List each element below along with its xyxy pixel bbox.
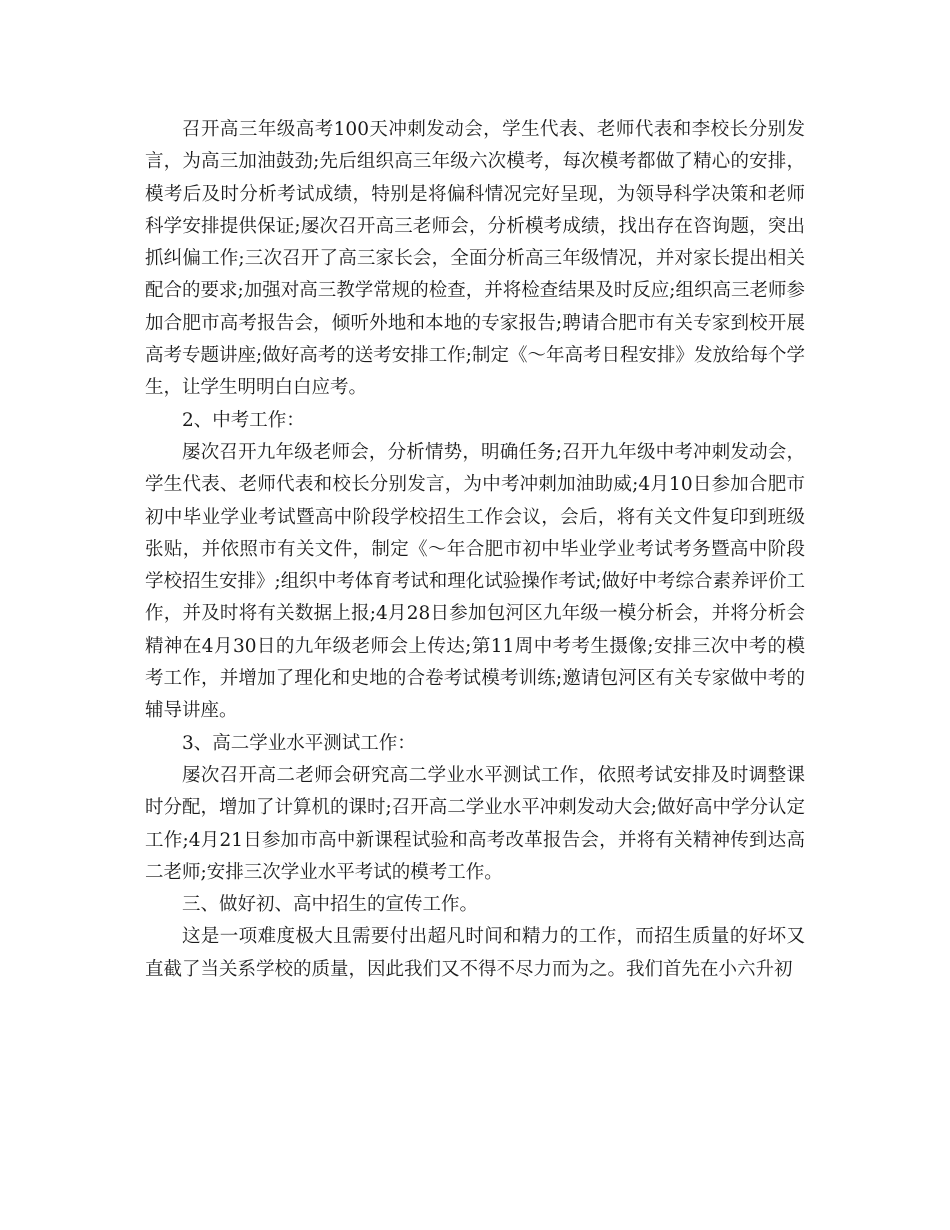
paragraph-enrollment-publicity: 这是一项难度极大且需要付出超凡时间和精力的工作，而招生质量的好坏又直截了当关系学校的质量，因此我们又不得不尽力而为之。我们首先在小六升初 [145,926,805,980]
paragraph-gaokao-work: 召开高三年级高考100天冲刺发动会，学生代表、老师代表和李校长分别发言，为高三加油鼓劲;先后组织高三年级六次模考，每次模考都做了精心的安排，模考后及时分析考试成绩，特别是将偏科情况完好呈现，为领导科学决策和老师科学安排提供保证;屡次召开高三老师会，分析模考成绩，找出存在咨询题，突出抓纠偏工作;三次召开了高三家长会，全面分析高三年级情况，并对家长提出相关配合的要求;加强对高三教学常规的检查，并将检查结果及时反应;组织高三老师参加合肥市高考报告会，倾听外地和本地的专家报告;聘请合肥市有关专家到校开展高考专题讲座;做好高考的送考安排工作;制定《～年高考日程安排》发放给每个学生，让学生明明白白应考。 [145,119,805,399]
paragraph-zhongkao-work: 屡次召开九年级老师会，分析情势，明确任务;召开九年级中考冲刺发动会，学生代表、老师代表和校长分别发言，为中考冲刺加油助威;4月10日参加合肥市初中毕业学业考试暨高中阶段学校招生工作会议，会后，将有关文件复印到班级张贴，并依照市有关文件，制定《～年合肥市初中毕业学业考试考务暨高中阶段学校招生安排》;组织中考体育考试和理化试验操作考试;做好中考综合素养评价工作，并及时将有关数据上报;4月28日参加包河区九年级一模分析会，并将分析会精神在4月30日的九年级老师会上传达;第11周中考考生摄像;安排三次中考的模考工作，并增加了理化和史地的合卷考试模考训练;邀请包河区有关专家做中考的辅导讲座。 [145,441,805,722]
heading-academic-level-test: 3、高二学业水平测试工作： [182,732,416,754]
document-body [145,114,805,986]
heading-enrollment-publicity: 三、做好初、高中招生的宣传工作。 [182,894,479,916]
paragraph-academic-level-test: 屡次召开高二老师会研究高二学业水平测试工作，依照考试安排及时调整课时分配，增加了计算机的课时;召开高二学业水平冲刺发动大会;做好高中学分认定工作;4月21日参加市高中新课程试验和高考改革报告会，并将有关精神传到达高二老师;安排三次学业水平考试的模考工作。 [145,764,805,883]
heading-zhongkao-work: 2、中考工作： [182,409,305,431]
